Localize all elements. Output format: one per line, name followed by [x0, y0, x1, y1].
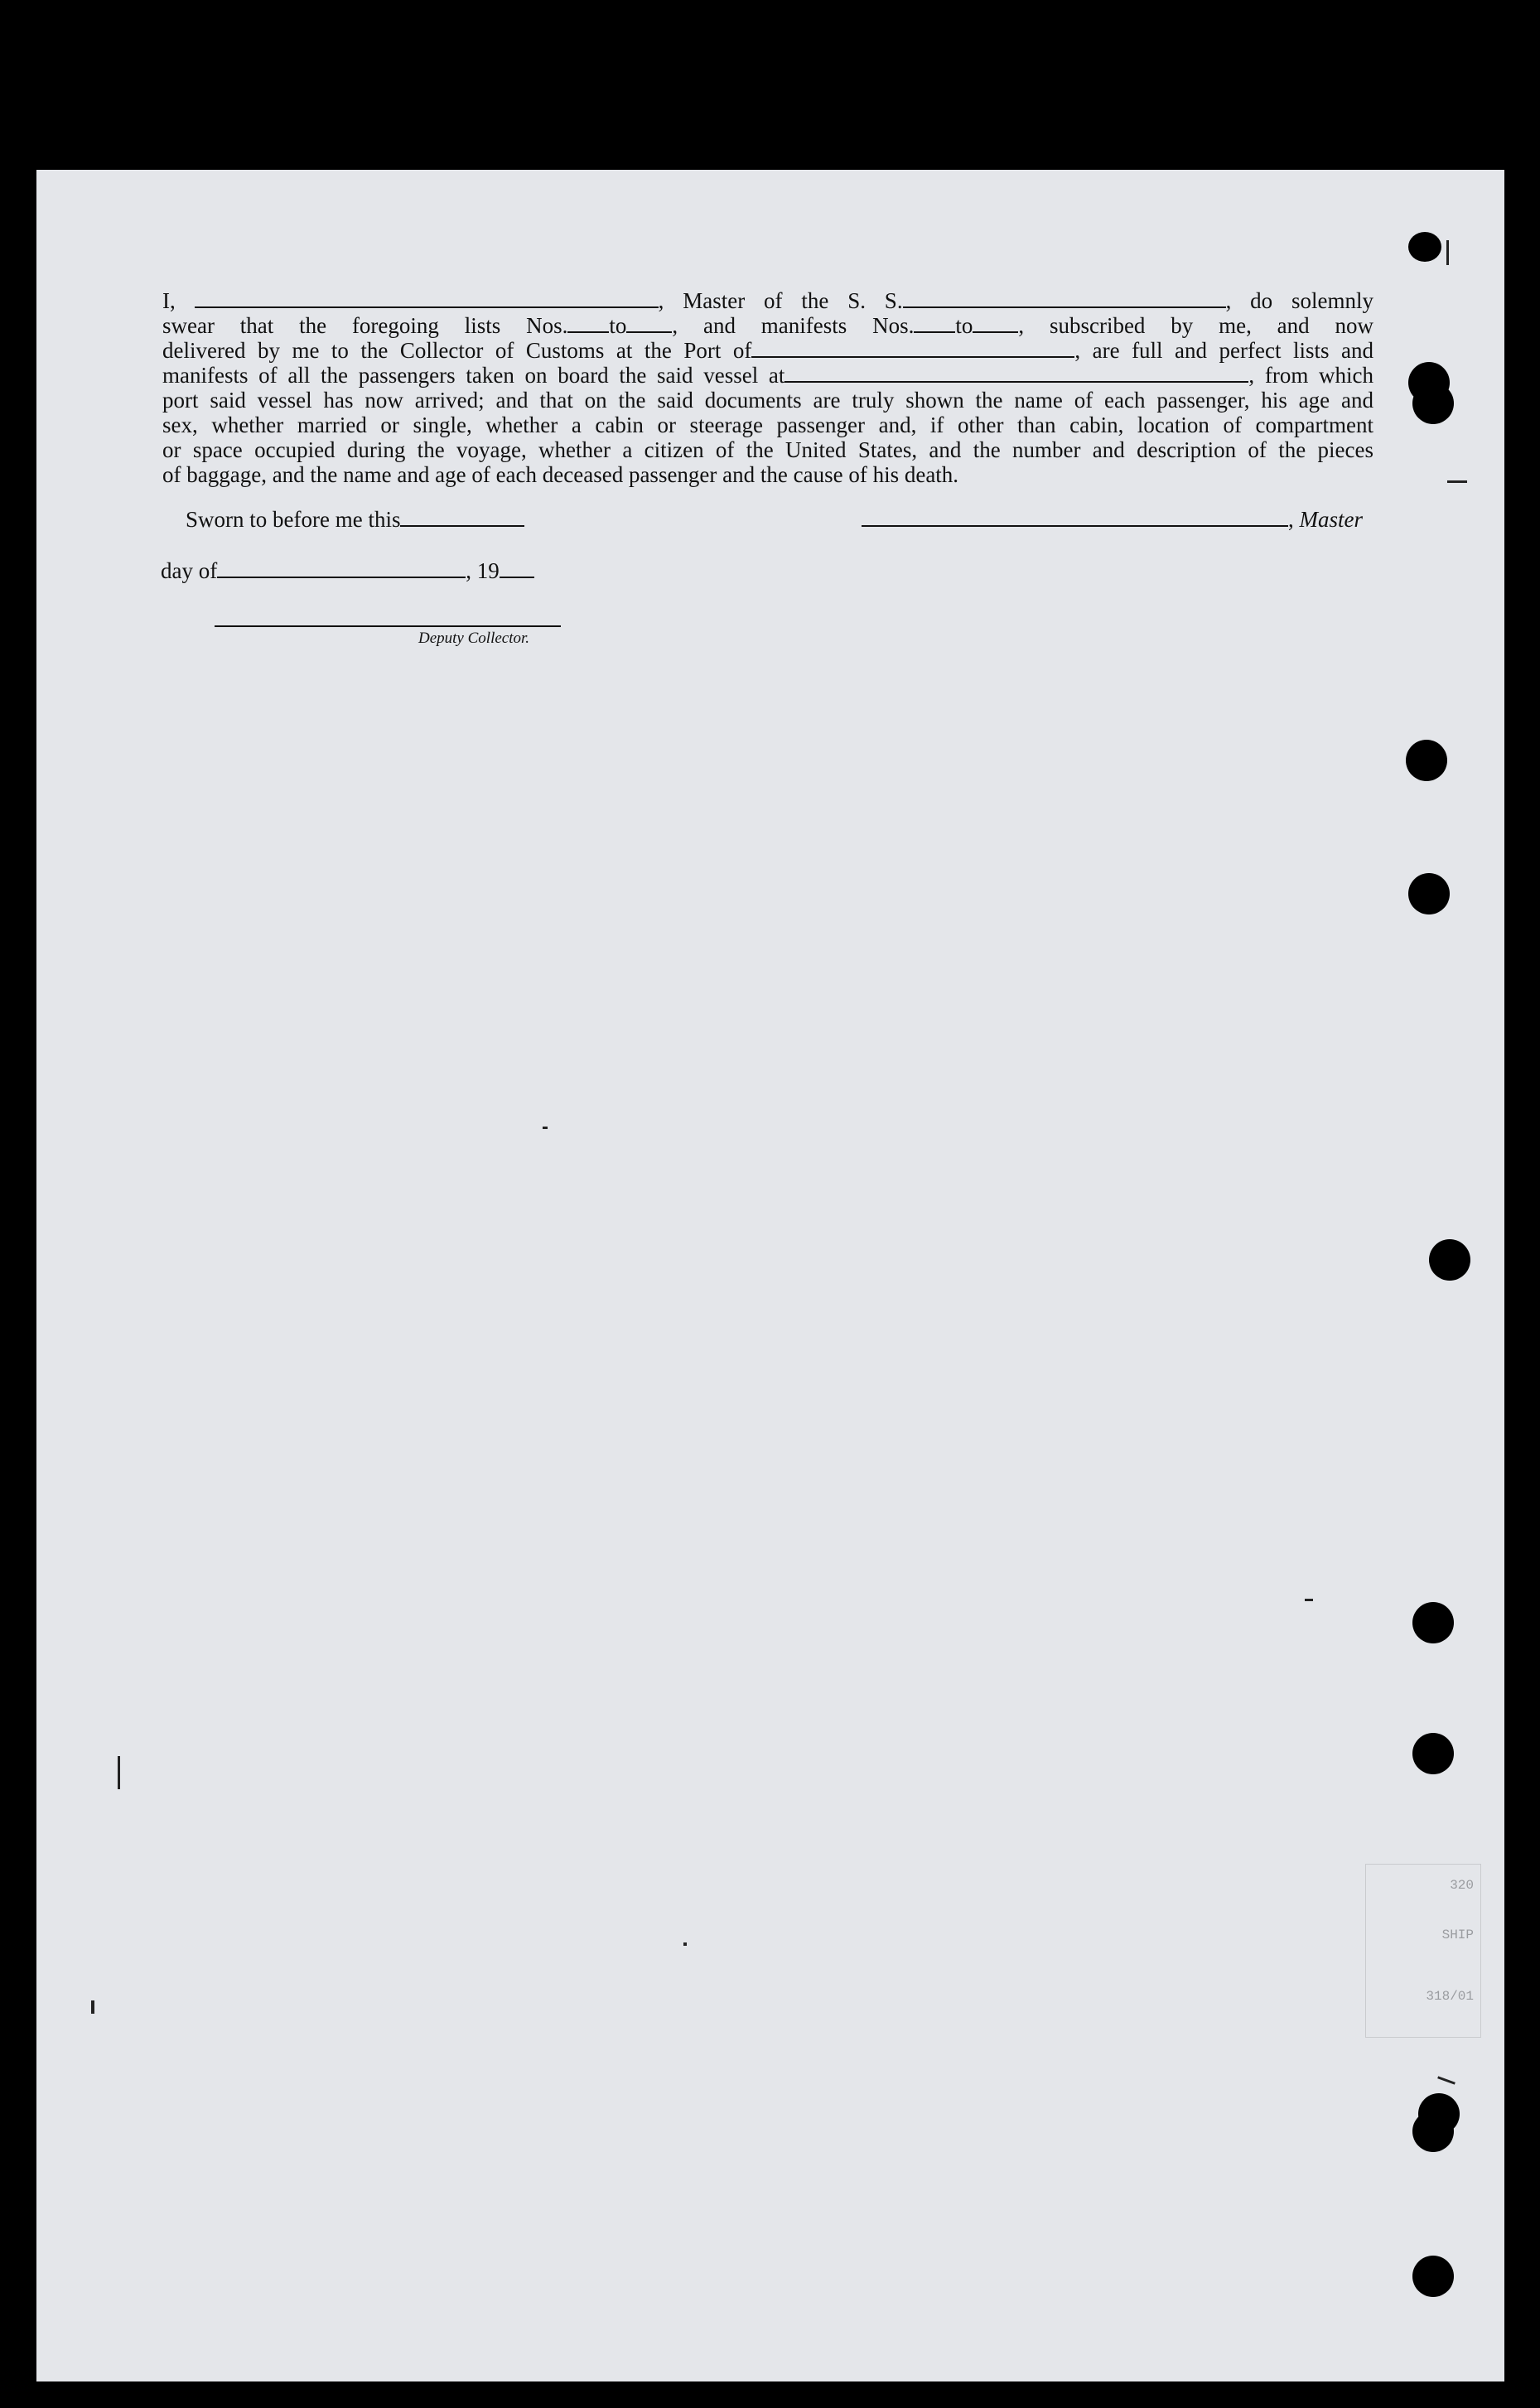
embarkation-port-field[interactable]	[784, 364, 1248, 383]
sworn-label: Sworn to before me this	[186, 507, 401, 532]
binder-hole	[1408, 873, 1450, 914]
deputy-collector-label: Deputy Collector.	[418, 630, 530, 647]
binder-hole	[1412, 1733, 1454, 1774]
oath-text: delivered by me to the Collector of Customs at the Port of	[162, 338, 752, 363]
port-field[interactable]	[751, 340, 1074, 358]
oath-paragraph	[162, 288, 1373, 487]
oath-text: I,	[162, 288, 176, 313]
master-name-field[interactable]	[195, 290, 659, 308]
stamp-text: 318/01	[1426, 1989, 1474, 2004]
oath-text: to	[955, 313, 973, 338]
oath-text: , are full and perfect lists and	[1074, 338, 1373, 363]
binder-hole	[1412, 2111, 1454, 2152]
oath-text: sex, whether married or single, whether a cabin or steerage passenger and, if other than cabin, location of compartment	[162, 413, 1373, 437]
master-label: Master	[1299, 507, 1363, 532]
oath-text: port said vessel has now arrived; and that on the said documents are truly shown the name of each passenger, his age and	[162, 388, 1373, 413]
oath-text: of baggage, and the name and age of each deceased passenger and the cause of his death.	[162, 462, 959, 487]
binder-hole	[1412, 2256, 1454, 2297]
binder-hole	[1429, 1239, 1470, 1281]
day-of-line	[161, 558, 534, 584]
oath-text: to	[609, 313, 627, 338]
archive-stamp	[1365, 1864, 1481, 2038]
scan-artifact	[1446, 240, 1449, 265]
binder-hole	[1406, 740, 1447, 781]
scan-artifact	[1305, 1599, 1313, 1601]
master-signature-field[interactable]	[862, 509, 1288, 527]
master-signature-line: , Master	[862, 507, 1363, 533]
year-field[interactable]	[500, 560, 534, 578]
scan-artifact	[543, 1127, 548, 1129]
oath-text: or space occupied during the voyage, whether a citizen of the United States, and the number and description of the pieces	[162, 437, 1373, 462]
scan-artifact	[118, 1756, 120, 1789]
binder-hole	[1412, 1602, 1454, 1643]
scan-artifact	[1447, 480, 1467, 483]
ship-name-field[interactable]	[903, 290, 1226, 308]
oath-text: , do solemnly	[1225, 288, 1374, 313]
stamp-text: 320	[1450, 1878, 1474, 1893]
deputy-signature-field[interactable]	[215, 625, 561, 627]
month-field[interactable]	[217, 560, 466, 578]
oath-text: manifests of all the passengers taken on board the said vessel at	[162, 363, 785, 388]
oath-text: , subscribed by me, and now	[1018, 313, 1373, 338]
sworn-day-field[interactable]	[400, 509, 524, 527]
stamp-text: SHIP	[1441, 1928, 1474, 1942]
manifests-to-field[interactable]	[973, 315, 1018, 333]
scan-artifact	[91, 2000, 94, 2014]
scan-artifact	[683, 1942, 687, 1946]
lists-to-field[interactable]	[626, 315, 672, 333]
manifests-from-field[interactable]	[914, 315, 955, 333]
oath-text: swear that the foregoing lists Nos.	[162, 313, 568, 338]
binder-hole	[1408, 232, 1441, 262]
binder-hole	[1412, 383, 1454, 424]
lists-from-field[interactable]	[567, 315, 609, 333]
oath-text: , Master of the S. S.	[658, 288, 903, 313]
sworn-line	[186, 507, 524, 533]
document-page	[36, 170, 1504, 2381]
year-prefix: , 19	[466, 558, 500, 583]
oath-text: , from which	[1248, 363, 1373, 388]
day-of-label: day of	[161, 558, 218, 583]
oath-text: , and manifests Nos.	[672, 313, 915, 338]
